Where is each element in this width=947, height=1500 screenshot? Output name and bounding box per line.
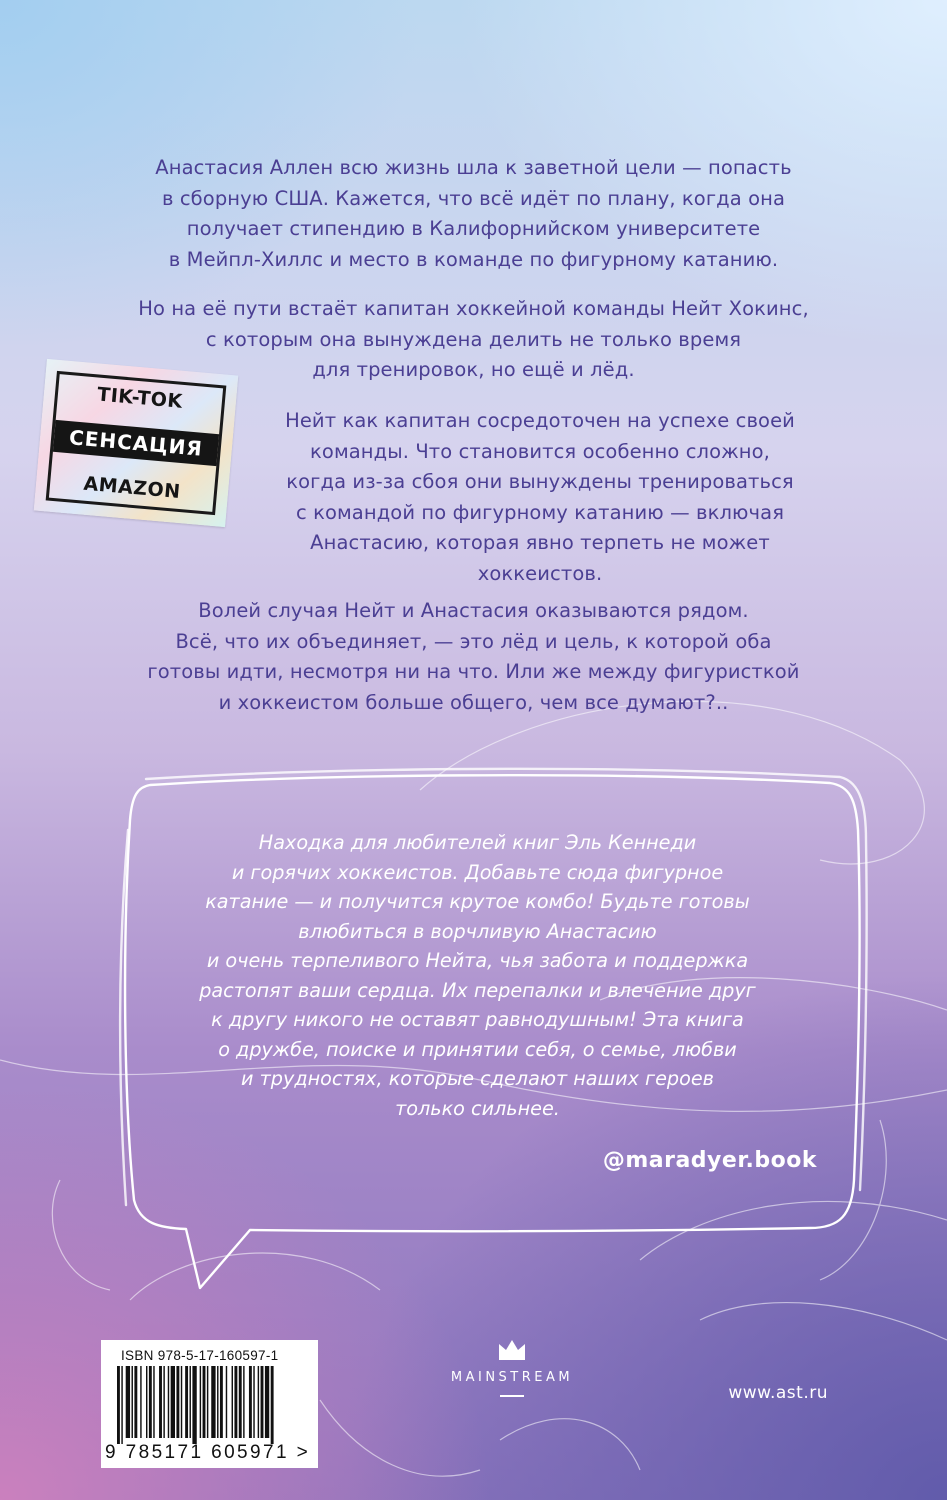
quote-author-handle: @maradyer.book [602,1148,817,1173]
description-line: Нейт как капитан сосредоточен на успехе своей [285,409,795,432]
barcode-digits: 9 785171 605971 > [105,1442,311,1463]
description-paragraph-4 [0,596,947,718]
quote-line: и трудностях, которые сделают наших героев [241,1067,714,1090]
barcode-bar [185,1366,188,1438]
barcode-bar [190,1366,191,1438]
description-line: Но на её пути встаёт капитан хоккейной команды Нейт Хокинс, [138,297,809,320]
barcode-bar [146,1366,147,1438]
barcode-bar [134,1366,137,1438]
quote-line: и горячих хоккеистов. Добавьте сюда фигурное [231,860,724,884]
description-line: в Мейпл-Хиллс и место в команде по фигурному катанию. [168,247,779,271]
barcode-bar [271,1366,274,1444]
barcode-bar [234,1366,237,1438]
barcode-bar [163,1366,164,1438]
barcode-bar [140,1366,141,1438]
quote-line: катание — и получится крутое комбо! Будьте готовы [205,890,750,913]
barcode-bar [217,1366,218,1438]
description-line: для тренировок, но ещё и лёд. [312,358,635,382]
description-line: и хоккеистом больше общего, чем все думают?.. [218,690,729,714]
description-line: готовы идти, несмотря ни на что. Или же между фигуристкой [147,660,800,684]
barcode-bar [171,1366,175,1438]
description-line: получает стипендию в Калифорнийском университете [186,217,761,241]
quote-line: о дружбе, поиске и принятии себя, о семье, любви [218,1037,737,1061]
isbn-number: ISBN 978-5-17-160597-1 [121,1348,279,1363]
description-line: Анастасия Аллен всю жизнь шла к заветной цели — попасть [155,156,792,179]
barcode-bar [220,1366,223,1438]
barcode-bar [265,1366,269,1438]
barcode-bar [176,1366,179,1438]
barcode-bar [117,1366,120,1444]
quote-line: Находка для любителей книг Эль Кеннеди [258,831,697,854]
badge-line-1: TIK-TOK [96,383,184,413]
barcode-bar [132,1366,133,1438]
description-line: когда из-за сбоя они вынуждены тренироваться [286,470,794,494]
description-line: Всё, что их объединяет, — это лёд и цель, к которой оба [175,629,772,653]
publisher-name: MAINSTREAM [450,1370,574,1385]
barcode-bar [149,1366,152,1438]
quote-line: к другу никого не оставят равнодушным! Эта книга [211,1008,744,1031]
description-paragraph-1 [0,153,947,275]
description-line: в сборную США. Кажется, что всё идёт по плану, когда она [161,186,786,210]
quote-line: растопят ваши сердца. Их перепалки и влечение друг [199,978,756,1002]
description-line: Волей случая Нейт и Анастасия оказываются рядом. [198,599,749,622]
barcode-bar [181,1366,182,1438]
badge-line-3: AMAZON [82,472,182,504]
tiktok-sensation-badge [34,359,239,527]
review-quote [145,828,810,1123]
barcode-bar [121,1366,122,1444]
quote-line: только сильнее. [395,1096,560,1120]
barcode-bar [243,1366,244,1438]
quote-line: и очень терпеливого Нейта, чья забота и поддержка [206,949,749,972]
publisher-website: www.ast.ru [728,1383,828,1403]
publisher-logo [430,1338,594,1397]
barcode-bar [126,1366,130,1438]
description-line: с командой по фигурному катанию — включая [295,500,785,524]
barcode-bar [253,1366,254,1438]
barcode-bar [226,1366,227,1438]
barcode-bar [211,1366,215,1438]
publisher-underline [500,1395,524,1397]
badge-line-2: СЕНСАЦИЯ [53,420,219,466]
barcode-bar [261,1366,264,1438]
barcode-bar [258,1366,259,1438]
description-line: хоккеистов. [477,561,603,585]
barcode-bar [239,1366,242,1438]
description-line: с которым она вынуждена делить не только время [205,327,742,351]
crown-icon [497,1338,527,1362]
barcode-bar [168,1366,169,1438]
description-line: Анастасию, которая явно терпеть не может [310,531,770,555]
description-paragraph-3 [250,406,830,590]
barcode-bar [153,1366,154,1438]
barcode-bar [200,1366,201,1438]
barcode-bar [192,1366,196,1444]
quote-line: влюбиться в ворчливую Анастасию [298,919,657,943]
description-line: команды. Что становится особенно сложно, [310,439,770,463]
barcode-bar [232,1366,233,1438]
barcode-bar [203,1366,206,1438]
isbn-barcode [101,1340,318,1468]
barcode-bar [249,1366,252,1438]
barcode-bar [207,1366,208,1438]
barcode-bar [159,1366,162,1438]
